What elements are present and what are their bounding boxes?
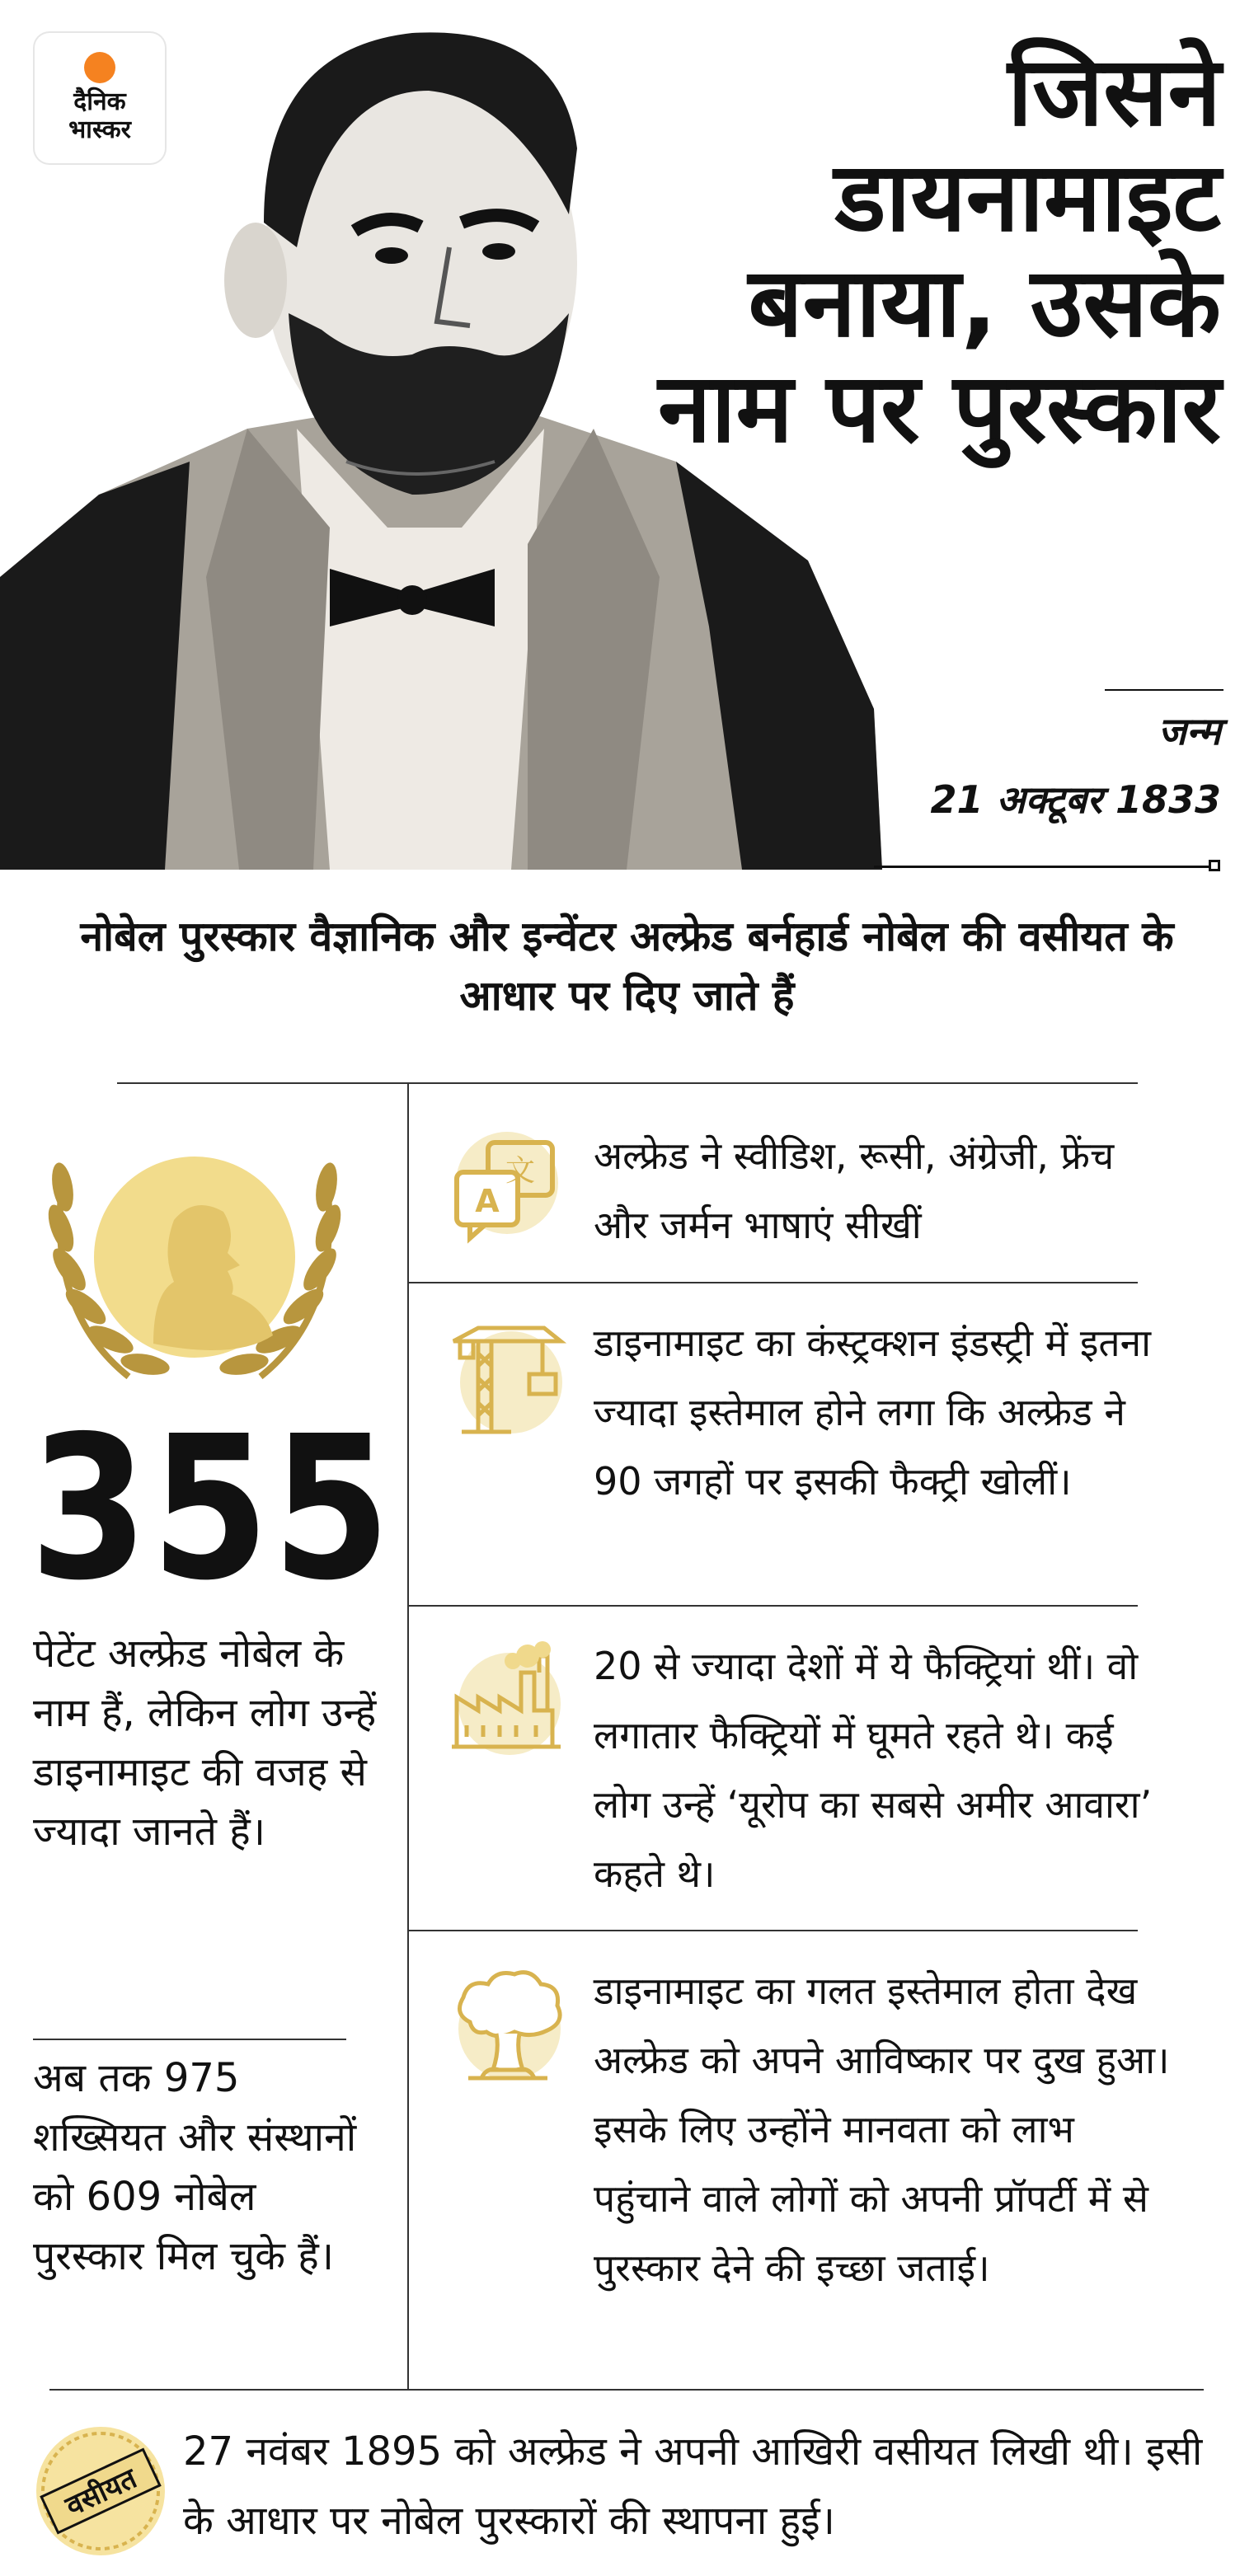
fact-text: अल्फ्रेड ने स्वीडिश, रूसी, अंग्रेजी, फ्रेंच और जर्मन भाषाएं सीखीं (594, 1133, 1115, 1247)
logo-line-1: दैनिक (73, 87, 126, 116)
header-section (0, 0, 1254, 870)
crane-icon (445, 1316, 569, 1440)
subtitle: नोबेल पुरस्कार वैज्ञानिक और इन्वेंटर अल्फ्रेड बर्नहार्ड नोबेल की वसीयत के आधार पर दिए जाते हैं (80, 913, 1174, 1020)
translate-icon (445, 1121, 569, 1245)
fact-item-construction (409, 1283, 1152, 1605)
fact-item-regret (409, 1931, 1170, 2389)
subtitle-divider (117, 1082, 1138, 1084)
fact-item-languages (409, 1105, 1143, 1282)
prize-count-text: अब तक 975 शख्सियत और संस्थानों को 609 नोबेल पुरस्कार मिल चुके हैं। (33, 2055, 357, 2279)
fact-text: डाइनामाइट का कंस्ट्रक्शन इंडस्ट्री में इतना ज्यादा इस्तेमाल होने लगा कि अल्फ्रेड ने 90 जगहों पर इसकी फैक्ट्री खोलीं। (594, 1321, 1152, 1504)
factory-icon (445, 1640, 569, 1763)
sun-icon (84, 52, 115, 83)
fact-item-factories (409, 1607, 1153, 1930)
svg-text:A: A (475, 1183, 500, 1219)
birth-date: 21 अक्टूबर 1833 (930, 777, 1221, 822)
dainik-bhaskar-logo[interactable] (35, 33, 165, 163)
footer-divider (49, 2389, 1204, 2391)
nobel-medal-icon (30, 1129, 359, 1393)
stamp-label: वसीयत (60, 2461, 142, 2523)
header-divider-end (1209, 860, 1220, 871)
patent-description: पेटेंट अल्फ्रेड नोबेल के नाम हैं, लेकिन लोग उन्हें डाइनामाइट की वजह से ज्यादा जानते हैं। (33, 1631, 377, 1855)
fact-text: डाइनामाइट का गलत इस्तेमाल होता देख अल्फ्रेड को अपने आविष्कार पर दुख हुआ। इसके लिए उन्होंने मानवता को लाभ पहुंचाने वाले लोगों को अपनी प्रॉपर्टी में से पुरस्कार देने की इच्छा जताई। (594, 1968, 1170, 2290)
birth-divider (1105, 689, 1223, 691)
patent-count: 355 (30, 1393, 394, 1624)
page-title: जिसने डायनामाइट बनाया, उसके नाम पर पुरस्कार (658, 36, 1221, 464)
svg-text:文: 文 (505, 1154, 536, 1188)
explosion-icon (445, 1964, 569, 2088)
will-stamp-icon (33, 2424, 168, 2559)
logo-line-2: भास्कर (68, 115, 131, 144)
left-divider (33, 2039, 346, 2040)
footer-text: 27 नवंबर 1895 को अल्फ्रेड ने अपनी आखिरी वसीयत लिखी थी। इसी के आधार पर नोबेल पुरस्कारों की स्थापना हुई। (183, 2428, 1203, 2544)
fact-text: 20 से ज्यादा देशों में ये फैक्ट्रियां थीं। वो लगातार फैक्ट्रियों में घूमते रहते थे। कई लोग उन्हें ‘यूरोप का सबसे अमीर आवारा’ कहते थे। (594, 1644, 1153, 1896)
header-divider (874, 866, 1219, 868)
birth-label: जन्म (1158, 709, 1221, 753)
